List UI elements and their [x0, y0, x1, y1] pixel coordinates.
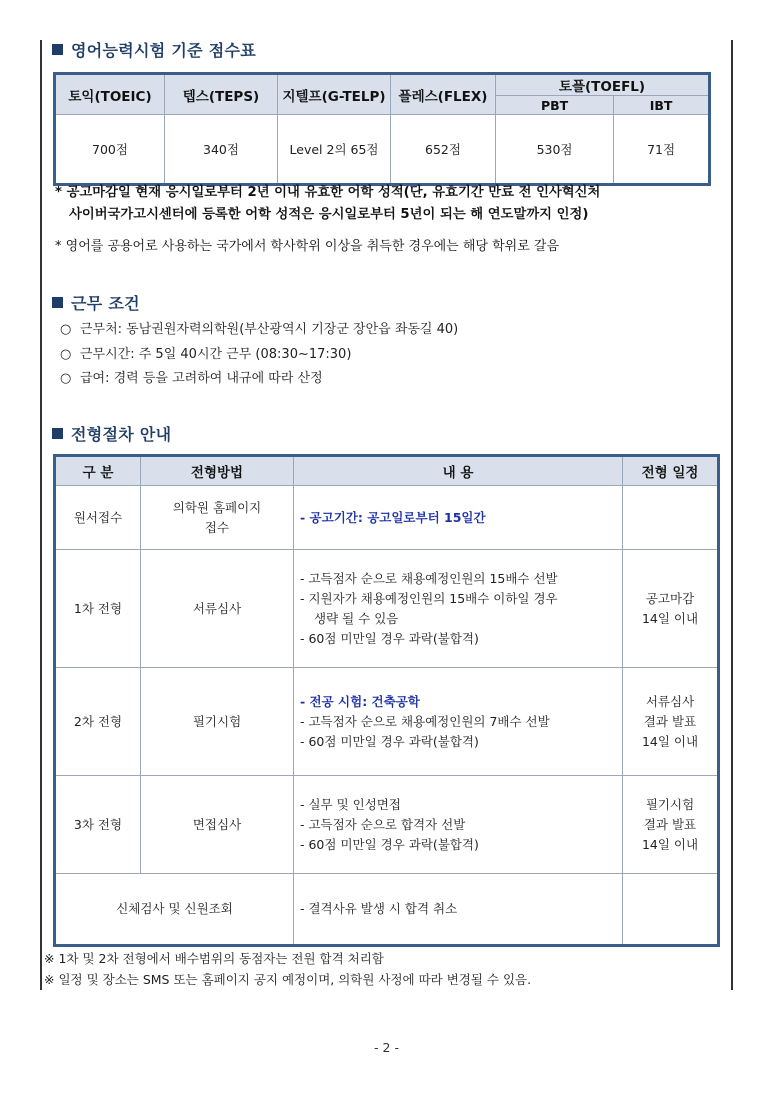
table-row — [55, 668, 719, 776]
left-margin-rule — [40, 40, 42, 990]
stage-cell: 1차 전형 — [55, 550, 141, 668]
procedure-table — [53, 454, 720, 947]
schedule-cell — [623, 486, 719, 550]
square-bullet-icon — [52, 428, 63, 439]
stage-cell: 신체검사 및 신원조회 — [55, 874, 294, 946]
page-number: - 2 - — [374, 1040, 399, 1055]
section-title-procedure: 전형절차 안내 — [52, 422, 171, 445]
method-cell: 의학원 홈페이지 접수 — [141, 486, 294, 550]
header-category: 구 분 — [55, 456, 141, 486]
value-toeic: 700점 — [55, 115, 165, 185]
value-teps: 340점 — [165, 115, 278, 185]
stage-cell: 3차 전형 — [55, 776, 141, 874]
content-cell: - 전공 시험: 건축공학 - 고득점자 순으로 채용예정인원의 7배수 선발 - 60점 미만일 경우 과락(불합격) — [294, 668, 623, 776]
schedule-cell: 서류심사 결과 발표 14일 이내 — [623, 668, 719, 776]
section-title-conditions: 근무 조건 — [52, 291, 140, 314]
method-cell: 필기시험 — [141, 668, 294, 776]
value-flex: 652점 — [391, 115, 496, 185]
footnote-tie: ※ 1차 및 2차 전형에서 배수범위의 동점자는 전원 합격 처리함 — [44, 951, 384, 966]
table-row — [55, 550, 719, 668]
header-flex: 플레스(FLEX) — [391, 74, 496, 115]
circle-bullet-icon: ○ — [60, 346, 72, 362]
schedule-cell: 공고마감 14일 이내 — [623, 550, 719, 668]
value-gtelp: Level 2의 65점 — [278, 115, 391, 185]
schedule-cell: 필기시험 결과 발표 14일 이내 — [623, 776, 719, 874]
table-row — [55, 874, 719, 946]
table-row — [55, 486, 719, 550]
value-toefl-ibt: 71점 — [614, 115, 710, 185]
header-toefl: 토플(TOEFL) — [496, 74, 710, 96]
score-table — [53, 72, 711, 186]
header-toeic: 토익(TOEIC) — [55, 74, 165, 115]
method-cell: 서류심사 — [141, 550, 294, 668]
value-toefl-pbt: 530점 — [496, 115, 614, 185]
content-cell: - 실무 및 인성면접 - 고득점자 순으로 합격자 선발 - 60점 미만일 경우 과락(불합격) — [294, 776, 623, 874]
stage-cell: 2차 전형 — [55, 668, 141, 776]
table-row — [55, 776, 719, 874]
header-content: 내 용 — [294, 456, 623, 486]
header-schedule: 전형 일정 — [623, 456, 719, 486]
stage-cell: 원서접수 — [55, 486, 141, 550]
content-cell: - 공고기간: 공고일로부터 15일간 — [294, 486, 623, 550]
method-cell: 면접심사 — [141, 776, 294, 874]
header-gtelp: 지텔프(G-TELP) — [278, 74, 391, 115]
square-bullet-icon — [52, 44, 63, 55]
procedure-footnotes — [44, 948, 531, 990]
condition-workplace: ○ 근무처: 동남권원자력의학원(부산광역시 기장군 장안읍 좌동길 40) — [60, 318, 458, 343]
content-cell: - 결격사유 발생 시 합격 취소 — [294, 874, 623, 946]
footnote-notice: ※ 일정 및 장소는 SMS 또는 홈페이지 공지 예정이며, 의학원 사정에 따라 변경될 수 있음. — [44, 972, 532, 987]
circle-bullet-icon: ○ — [60, 371, 72, 386]
header-toefl-pbt: PBT — [496, 96, 614, 115]
header-method: 전형방법 — [141, 456, 294, 486]
section-title-english: 영어능력시험 기준 점수표 — [52, 38, 256, 61]
condition-hours: ○ 근무시간: 주 5일 40시간 근무 (08:30~17:30) — [60, 343, 458, 368]
score-note-validity: * 공고마감일 현재 응시일로부터 2년 이내 유효한 어학 성적(단, 유효기간 만료 전 인사혁신처 사이버국가고시센터에 등록한 어학 성적은 응시일로부터 5년이 되는 해 연도말까지 인정) — [55, 185, 601, 222]
circle-bullet-icon: ○ — [60, 322, 72, 337]
condition-salary: ○ 급여: 경력 등을 고려하여 내규에 따라 산정 — [60, 367, 458, 392]
score-note-degree: * 영어를 공용어로 사용하는 국가에서 학사학위 이상을 취득한 경우에는 해당 학위로 갈음 — [55, 239, 560, 254]
conditions-list — [60, 318, 458, 392]
content-cell: - 고득점자 순으로 채용예정인원의 15배수 선발 - 지원자가 채용예정인원의 15배수 이하일 경우 생략 될 수 있음 - 60점 미만일 경우 과락(불합격) — [294, 550, 623, 668]
right-margin-rule — [731, 40, 733, 990]
header-teps: 텝스(TEPS) — [165, 74, 278, 115]
header-toefl-ibt: IBT — [614, 96, 710, 115]
square-bullet-icon — [52, 297, 63, 308]
schedule-cell — [623, 874, 719, 946]
